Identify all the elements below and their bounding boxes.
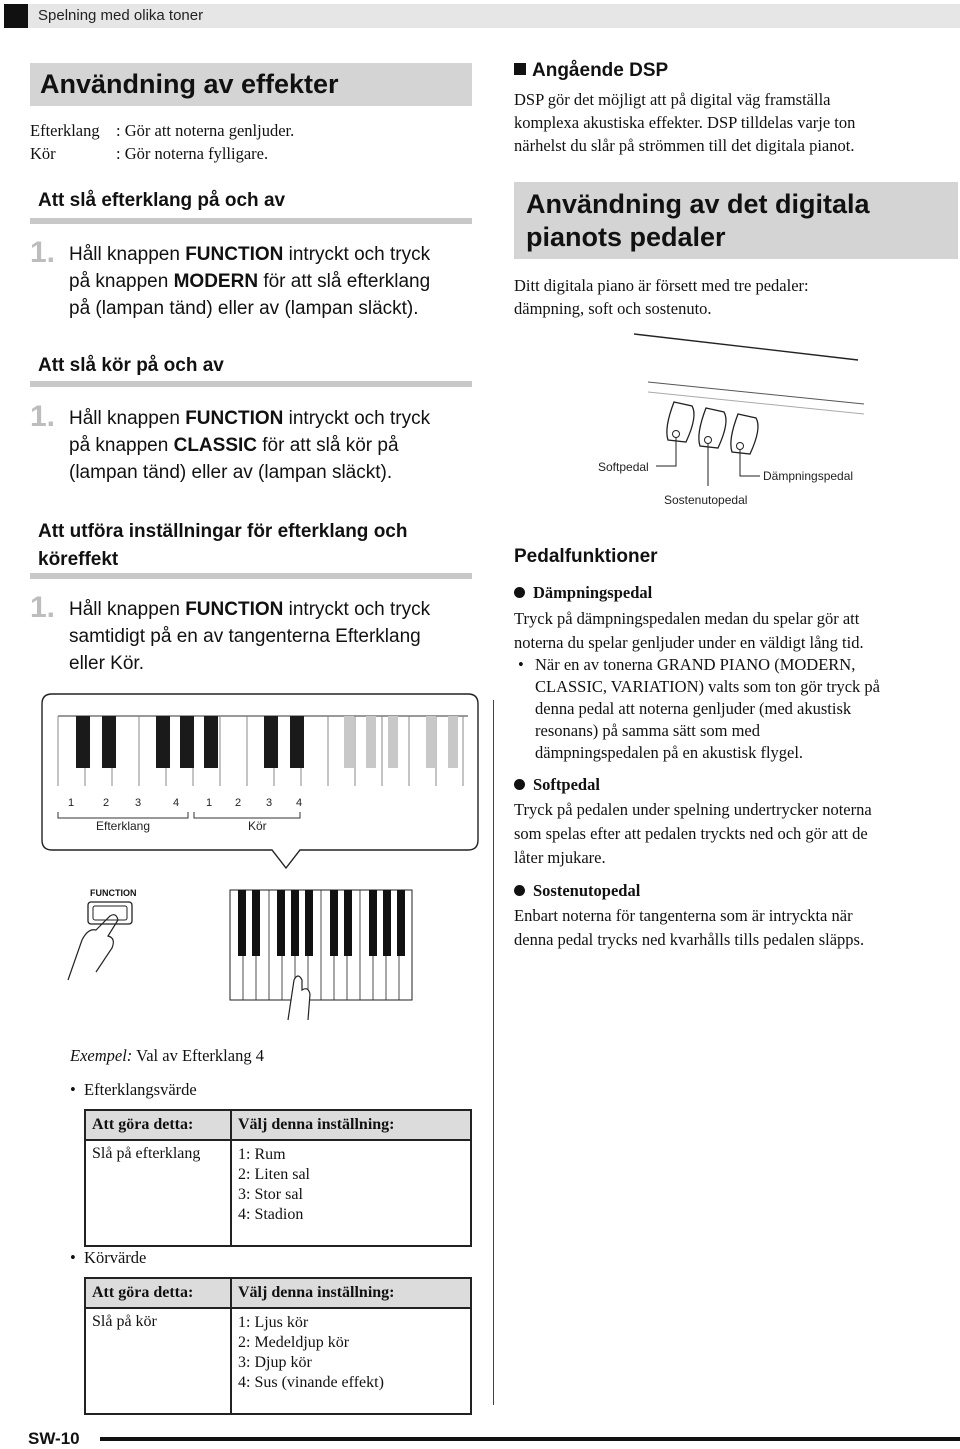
chorus-onoff-heading: Att slå kör på och av bbox=[38, 355, 224, 376]
keyboard-illustration bbox=[38, 690, 482, 1040]
step-number: 1. bbox=[30, 591, 56, 624]
reverb-key-number: 4 bbox=[173, 797, 180, 809]
heading-underline bbox=[30, 218, 472, 224]
table-row bbox=[85, 1308, 471, 1414]
reverb-step-text: Håll knappen FUNCTION intryckt och tryck på knappen MODERN för att slå efterklang på (lampan tänd) eller av (lampan släckt). bbox=[69, 244, 431, 319]
sostenuto-title: Sostenutopedal bbox=[514, 881, 640, 901]
footer-rule bbox=[100, 1437, 960, 1441]
def-reverb: Efterklang : Gör att noterna genljuder. bbox=[30, 121, 295, 140]
table-cell-action: Slå på kör bbox=[85, 1308, 231, 1414]
pedal-functions-heading: Pedalfunktioner bbox=[514, 546, 658, 567]
damper-text: Tryck på dämpningspedalen medan du spelar gör att noterna du spelar genljuder under en väldigt lång tid. bbox=[514, 609, 864, 652]
table-header: Att göra detta: bbox=[85, 1110, 231, 1140]
label-sostenutopedal: Sostenutopedal bbox=[664, 493, 748, 507]
settings-heading: Att utföra inställningar för efterklang och köreffekt bbox=[38, 521, 408, 570]
chorus-step-text: Håll knappen FUNCTION intryckt och tryck på knappen CLASSIC för att slå kör på (lampan tänd) eller av (lampan släckt). bbox=[69, 408, 431, 483]
chorus-key-number: 4 bbox=[296, 797, 303, 809]
table-header-row bbox=[85, 1278, 471, 1308]
reverb-onoff-heading: Att slå efterklang på och av bbox=[38, 190, 286, 211]
bottom-keyboard bbox=[230, 890, 412, 1020]
damper-title: Dämpningspedal bbox=[514, 583, 652, 603]
chorus-value-title: • Körvärde bbox=[70, 1248, 147, 1267]
header-block bbox=[4, 4, 28, 28]
settings-step-text: Håll knappen FUNCTION intryckt och tryck samtidigt på en av tangenterna Efterklang eller Kör. bbox=[69, 599, 431, 674]
chorus-table bbox=[84, 1277, 472, 1415]
function-button bbox=[88, 902, 132, 924]
table-header: Att göra detta: bbox=[85, 1278, 231, 1308]
reverb-value-title: • Efterklangsvärde bbox=[70, 1080, 197, 1099]
reverb-key-number: 2 bbox=[103, 797, 110, 809]
step-number: 1. bbox=[30, 400, 56, 433]
pedals-illustration bbox=[580, 330, 870, 520]
step-number: 1. bbox=[30, 236, 56, 269]
heading-underline bbox=[30, 573, 472, 579]
round-bullet-icon bbox=[514, 885, 525, 896]
effects-title: Användning av effekter bbox=[40, 69, 339, 99]
table-cell-options: 1: Rum 2: Liten sal 3: Stor sal 4: Stadion bbox=[231, 1140, 471, 1246]
table-header: Välj denna inställning: bbox=[231, 1110, 471, 1140]
soft-text: Tryck på pedalen under spelning undertrycker noterna som spelas efter att pedalen tryckts ned och gör att de låter mjukare. bbox=[514, 800, 872, 867]
column-divider bbox=[493, 700, 494, 1405]
table-cell-action: Slå på efterklang bbox=[85, 1140, 231, 1246]
reverb-key-number: 3 bbox=[135, 797, 142, 809]
label-softpedal: Softpedal bbox=[598, 460, 649, 474]
bullet-icon: • bbox=[518, 655, 524, 674]
heading-underline bbox=[30, 381, 472, 387]
pedals-title: Användning av det digitala pianots pedaler bbox=[526, 189, 870, 252]
sostenuto-text: Enbart noterna för tangenterna som är intryckta när denna pedal trycks ned kvarhålls tills pedalen släpps. bbox=[514, 906, 865, 949]
table-header: Välj denna inställning: bbox=[231, 1278, 471, 1308]
damper-bullet-text: • När en av tonerna GRAND PIANO (MODERN, CLASSIC, VARIATION) valts som ton gör tryck på denna pedal att noterna genljuder (med akustisk resonans) på samma sätt som med dämpningspedalen på en akustisk flygel. bbox=[518, 655, 880, 762]
chorus-key-number: 1 bbox=[206, 797, 213, 809]
dsp-heading: Angående DSP bbox=[514, 60, 668, 82]
square-bullet-icon bbox=[514, 63, 526, 75]
function-label: FUNCTION bbox=[90, 888, 137, 898]
page-number: SW-10 bbox=[28, 1429, 80, 1448]
effects-title-bar bbox=[30, 63, 472, 106]
table-cell-options: 1: Ljus kör 2: Medeldjup kör 3: Djup kör 4: Sus (vinande effekt) bbox=[231, 1308, 471, 1414]
table-header-row bbox=[85, 1110, 471, 1140]
soft-title: Softpedal bbox=[514, 775, 600, 795]
bullet-icon: • bbox=[70, 1248, 85, 1267]
round-bullet-icon bbox=[514, 587, 525, 598]
chorus-key-number: 3 bbox=[266, 797, 273, 809]
table-row bbox=[85, 1140, 471, 1246]
dsp-text: DSP gör det möjligt att på digital väg framställa komplexa akustiska effekter. DSP tilldelas varje ton närhelst du slår på strömmen till det digitala pianot. bbox=[514, 90, 856, 155]
bullet-icon: • bbox=[70, 1080, 85, 1099]
label-dampningspedal: Dämpningspedal bbox=[763, 469, 854, 483]
pedals bbox=[667, 402, 758, 454]
def-chorus: Kör : Gör noterna fylligare. bbox=[30, 144, 269, 163]
pedals-intro: Ditt digitala piano är försett med tre pedaler: dämpning, soft och sostenuto. bbox=[514, 276, 809, 318]
example-line: Exempel: Val av Efterklang 4 bbox=[70, 1046, 264, 1065]
reverb-key-number: 1 bbox=[68, 797, 75, 809]
round-bullet-icon bbox=[514, 779, 525, 790]
reverb-table bbox=[84, 1109, 472, 1247]
reverb-key-label: Efterklang bbox=[96, 819, 151, 833]
pedals-title-bar bbox=[514, 182, 958, 259]
chorus-key-label: Kör bbox=[248, 819, 267, 833]
effects-definitions bbox=[30, 119, 470, 165]
section-title: Spelning med olika toner bbox=[38, 7, 204, 24]
chorus-key-number: 2 bbox=[235, 797, 242, 809]
